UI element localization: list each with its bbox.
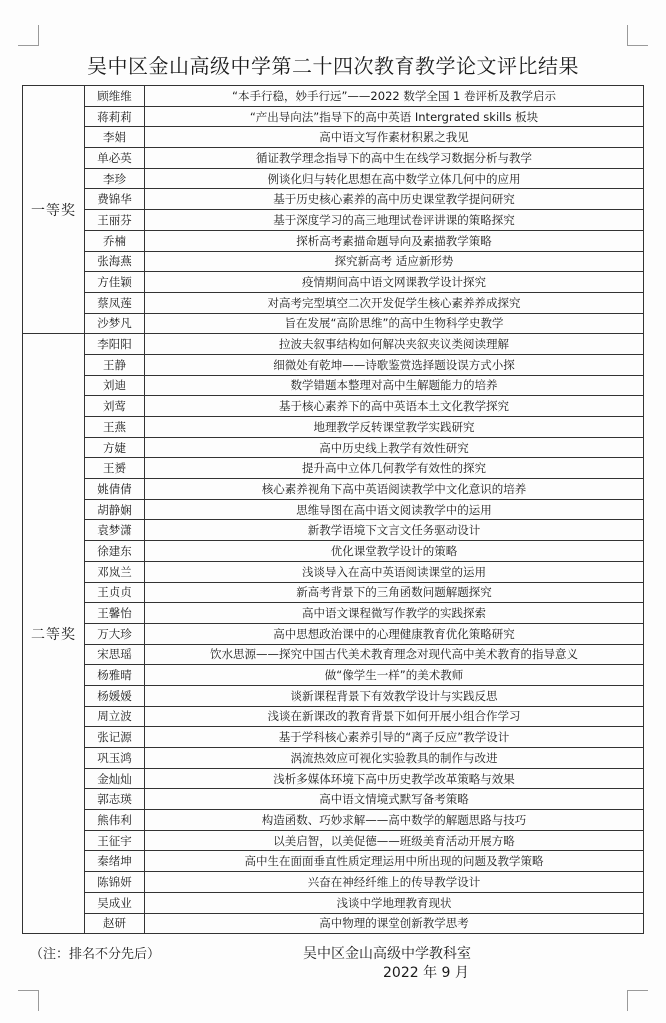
author-name-cell: 王贞贞 bbox=[85, 582, 145, 603]
table-row bbox=[23, 396, 644, 417]
paper-title-cell: 基于深度学习的高三地理试卷评讲课的策略探究 bbox=[145, 210, 644, 231]
author-name-cell: 李娟 bbox=[85, 127, 145, 148]
table-row bbox=[23, 644, 644, 665]
crop-mark-bottom-right bbox=[627, 990, 648, 1011]
table-row bbox=[23, 292, 644, 313]
table-row bbox=[23, 851, 644, 872]
author-name-cell: 王赟 bbox=[85, 458, 145, 479]
table-row bbox=[23, 685, 644, 706]
paper-title-cell: 循证教学理念指导下的高中生在线学习数据分析与教学 bbox=[145, 148, 644, 169]
paper-title-cell: 核心素养视角下高中英语阅读教学中文化意识的培养 bbox=[145, 479, 644, 500]
author-name-cell: 张海燕 bbox=[85, 251, 145, 272]
author-name-cell: 方婕 bbox=[85, 437, 145, 458]
table-row bbox=[23, 168, 644, 189]
table-row bbox=[23, 561, 644, 582]
paper-title-cell: 新教学语境下文言文任务驱动设计 bbox=[145, 520, 644, 541]
table-row bbox=[23, 810, 644, 831]
table-row bbox=[23, 437, 644, 458]
author-name-cell: 巩玉鸿 bbox=[85, 748, 145, 769]
paper-title-cell: 浅谈导入在高中英语阅读课堂的运用 bbox=[145, 561, 644, 582]
table-row bbox=[23, 313, 644, 334]
table-row bbox=[23, 541, 644, 562]
paper-title-cell: 疫情期间高中语文网课教学设计探究 bbox=[145, 272, 644, 293]
paper-title-cell: 以美启智，以美促德——班级美育活动开展方略 bbox=[145, 830, 644, 851]
paper-title-cell: 谈新课程背景下有效教学设计与实践反思 bbox=[145, 685, 644, 706]
paper-title-cell: 探究新高考 适应新形势 bbox=[145, 251, 644, 272]
table-row bbox=[23, 499, 644, 520]
paper-title-cell: “产出导向法”指导下的高中英语 Intergrated skills 板块 bbox=[145, 106, 644, 127]
paper-title-cell: 做“像学生一样”的美术教师 bbox=[145, 665, 644, 686]
paper-title-cell: 基于学科核心素养引导的“离子反应”教学设计 bbox=[145, 727, 644, 748]
paper-title-cell: 提升高中立体几何教学有效性的探究 bbox=[145, 458, 644, 479]
table-row bbox=[23, 892, 644, 913]
author-name-cell: 杨雅晴 bbox=[85, 665, 145, 686]
paper-title-cell: 高中语文情境式默写备考策略 bbox=[145, 789, 644, 810]
paper-title-cell: 高中历史线上教学有效性研究 bbox=[145, 437, 644, 458]
paper-title-cell: 构造函数、巧妙求解——高中数学的解题思路与技巧 bbox=[145, 810, 644, 831]
paper-title-cell: 对高考完型填空二次开发促学生核心素养养成探究 bbox=[145, 292, 644, 313]
author-name-cell: 王静 bbox=[85, 354, 145, 375]
table-row bbox=[23, 354, 644, 375]
author-name-cell: 王馨怡 bbox=[85, 603, 145, 624]
prize-level-cell: 一等奖 bbox=[23, 86, 85, 334]
footer-date: 2022 年 9 月 bbox=[383, 965, 469, 981]
paper-title-cell: 细微处有乾坤——诗歌鉴赏选择题设误方式小探 bbox=[145, 354, 644, 375]
crop-mark-bottom-left bbox=[18, 990, 39, 1011]
author-name-cell: 秦绪坤 bbox=[85, 851, 145, 872]
author-name-cell: 熊伟利 bbox=[85, 810, 145, 831]
author-name-cell: 宋思瑶 bbox=[85, 644, 145, 665]
author-name-cell: 王征宇 bbox=[85, 830, 145, 851]
author-name-cell: 陈锦妍 bbox=[85, 872, 145, 893]
table-row bbox=[23, 272, 644, 293]
table-row bbox=[23, 375, 644, 396]
author-name-cell: 万大珍 bbox=[85, 623, 145, 644]
author-name-cell: 李珍 bbox=[85, 168, 145, 189]
table-row bbox=[23, 230, 644, 251]
author-name-cell: 单必英 bbox=[85, 148, 145, 169]
table-row bbox=[23, 251, 644, 272]
author-name-cell: 金灿灿 bbox=[85, 768, 145, 789]
table-row bbox=[23, 768, 644, 789]
author-name-cell: 姚倩倩 bbox=[85, 479, 145, 500]
paper-title-cell: 涡流热效应可视化实验教具的制作与改进 bbox=[145, 748, 644, 769]
author-name-cell: 刘莺 bbox=[85, 396, 145, 417]
table-row bbox=[23, 830, 644, 851]
author-name-cell: 徐建东 bbox=[85, 541, 145, 562]
table-row bbox=[23, 582, 644, 603]
results-table bbox=[22, 85, 644, 934]
paper-title-cell: 优化课堂教学设计的策略 bbox=[145, 541, 644, 562]
paper-title-cell: 高中生在面面垂直性质定理运用中所出现的问题及教学策略 bbox=[145, 851, 644, 872]
table-row bbox=[23, 479, 644, 500]
paper-title-cell: 浅谈在新课改的教育背景下如何开展小组合作学习 bbox=[145, 706, 644, 727]
paper-title-cell: 例谈化归与转化思想在高中数学立体几何中的应用 bbox=[145, 168, 644, 189]
crop-mark-top-left bbox=[18, 25, 39, 46]
table-row bbox=[23, 665, 644, 686]
table-row bbox=[23, 789, 644, 810]
paper-title-cell: 旨在发展“高阶思维”的高中生物科学史教学 bbox=[145, 313, 644, 334]
author-name-cell: 张记源 bbox=[85, 727, 145, 748]
table-row bbox=[23, 334, 644, 355]
table-row bbox=[23, 458, 644, 479]
author-name-cell: 沙梦凡 bbox=[85, 313, 145, 334]
author-name-cell: 蔡凤莲 bbox=[85, 292, 145, 313]
paper-title-cell: 探析高考素描命题导向及素描教学策略 bbox=[145, 230, 644, 251]
paper-title-cell: 拉波夫叙事结构如何解决夹叙夹议类阅读理解 bbox=[145, 334, 644, 355]
paper-title-cell: 饮水思源——探究中国古代美术教育理念对现代高中美术教育的指导意义 bbox=[145, 644, 644, 665]
table-row bbox=[23, 727, 644, 748]
footer-note: （注：排名不分先后） bbox=[30, 947, 161, 962]
author-name-cell: 费锦华 bbox=[85, 189, 145, 210]
author-name-cell: 邓岚兰 bbox=[85, 561, 145, 582]
footer-organization: 吴中区金山高级中学教科室 bbox=[303, 946, 471, 962]
paper-title-cell: 新高考背景下的三角函数问题解题探究 bbox=[145, 582, 644, 603]
paper-title-cell: 思维导图在高中语文阅读教学中的运用 bbox=[145, 499, 644, 520]
author-name-cell: 顾维维 bbox=[85, 86, 145, 107]
prize-level-cell: 二等奖 bbox=[23, 334, 85, 934]
author-name-cell: 杨媛媛 bbox=[85, 685, 145, 706]
table-row bbox=[23, 623, 644, 644]
paper-title-cell: “本手行稳，妙手行远”——2022 数学全国 1 卷评析及教学启示 bbox=[145, 86, 644, 107]
author-name-cell: 乔楠 bbox=[85, 230, 145, 251]
author-name-cell: 蒋莉莉 bbox=[85, 106, 145, 127]
author-name-cell: 郭志瑛 bbox=[85, 789, 145, 810]
crop-mark-top-right bbox=[627, 25, 648, 46]
author-name-cell: 王燕 bbox=[85, 417, 145, 438]
author-name-cell: 刘迪 bbox=[85, 375, 145, 396]
table-row bbox=[23, 520, 644, 541]
table-row bbox=[23, 210, 644, 231]
paper-title-cell: 高中思想政治课中的心理健康教育优化策略研究 bbox=[145, 623, 644, 644]
paper-title-cell: 基于核心素养下的高中英语本土文化教学探究 bbox=[145, 396, 644, 417]
paper-title-cell: 高中物理的课堂创新教学思考 bbox=[145, 913, 644, 934]
author-name-cell: 吴成业 bbox=[85, 892, 145, 913]
paper-title-cell: 基于历史核心素养的高中历史课堂教学提问研究 bbox=[145, 189, 644, 210]
paper-title-cell: 高中语文写作素材积累之我见 bbox=[145, 127, 644, 148]
paper-title-cell: 浅谈中学地理教育现状 bbox=[145, 892, 644, 913]
table-row bbox=[23, 86, 644, 107]
table-row bbox=[23, 748, 644, 769]
paper-title-cell: 高中语文课程微写作教学的实践探索 bbox=[145, 603, 644, 624]
table-row bbox=[23, 913, 644, 934]
author-name-cell: 袁梦潇 bbox=[85, 520, 145, 541]
paper-title-cell: 地理教学反转课堂教学实践研究 bbox=[145, 417, 644, 438]
paper-title-cell: 数学错题本整理对高中生解题能力的培养 bbox=[145, 375, 644, 396]
author-name-cell: 李阳阳 bbox=[85, 334, 145, 355]
table-row bbox=[23, 417, 644, 438]
table-row bbox=[23, 148, 644, 169]
author-name-cell: 王丽芬 bbox=[85, 210, 145, 231]
table-row bbox=[23, 127, 644, 148]
table-row bbox=[23, 706, 644, 727]
paper-title-cell: 兴奋在神经纤维上的传导教学设计 bbox=[145, 872, 644, 893]
table-row bbox=[23, 603, 644, 624]
table-row bbox=[23, 189, 644, 210]
table-row bbox=[23, 106, 644, 127]
table-row bbox=[23, 872, 644, 893]
paper-title-cell: 浅析多媒体环境下高中历史教学改革策略与效果 bbox=[145, 768, 644, 789]
author-name-cell: 方佳颖 bbox=[85, 272, 145, 293]
author-name-cell: 赵研 bbox=[85, 913, 145, 934]
author-name-cell: 周立波 bbox=[85, 706, 145, 727]
author-name-cell: 胡静娴 bbox=[85, 499, 145, 520]
document-title: 吴中区金山高级中学第二十四次教育教学论文评比结果 bbox=[87, 54, 579, 78]
